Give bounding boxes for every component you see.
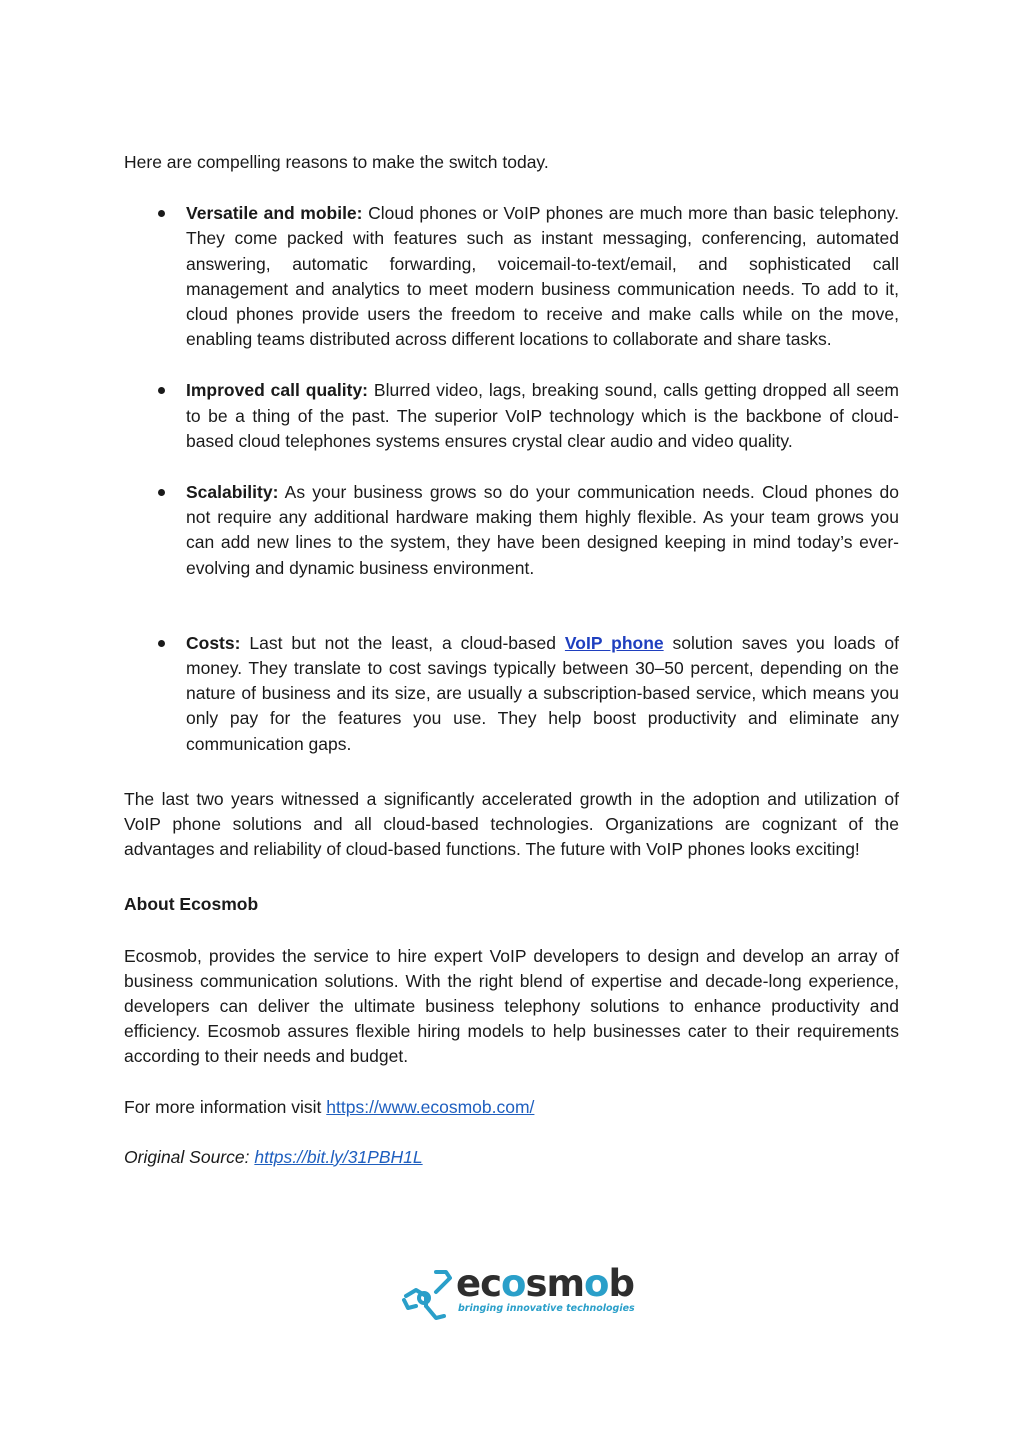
bullet-title: Scalability: (186, 482, 279, 503)
list-item (124, 480, 899, 581)
bullet-text: Blurred video, lags, breaking sound, calls getting dropped all seem to be a thing of the past. The superior VoIP technology which is the backbone of cloud-based cloud telephones systems ensures crystal clear audio and video quality. (186, 380, 899, 451)
list-item (124, 631, 899, 757)
about-paragraph: Ecosmob, provides the service to hire expert VoIP developers to design and develop an array of business communication solutions. With the right blend of expertise and decade-long experience, developers can deliver the ultimate business telephony solutions to enhance productivity and efficiency. Ecosmob assures flexible hiring models to help businesses cater to their requirements according to their needs and budget. (124, 945, 899, 1067)
bullet-text: Last but not the least, a cloud-based (240, 632, 565, 653)
source-line (124, 1145, 899, 1170)
more-info-label: For more information visit (124, 1096, 327, 1117)
website-link[interactable]: https://www.ecosmob.com/ (326, 1096, 535, 1117)
bullet-icon (158, 640, 165, 647)
source-label: Original Source: (124, 1146, 255, 1167)
list-item (124, 378, 899, 454)
conclusion-paragraph: The last two years witnessed a significantly accelerated growth in the adoption and utilization of VoIP phone solutions and all cloud-based technologies. Organizations are cognizant of the advantages and reliability of cloud-based functions. The future with VoIP phones looks exciting! (124, 788, 899, 860)
ecosmob-logo (400, 1262, 635, 1326)
document-body (124, 150, 899, 1170)
bullet-icon (158, 489, 165, 496)
intro-paragraph: Here are compelling reasons to make the switch today. (124, 152, 549, 172)
source-link[interactable]: https://bit.ly/31PBH1L (254, 1146, 423, 1167)
bullet-title: Versatile and mobile: (186, 203, 363, 224)
bullet-icon (158, 210, 165, 217)
bullet-text: As your business grows so do your communication needs. Cloud phones do not require any additional hardware making them highly flexible. As your team grows you can add new lines to the system, they have been designed keeping in mind today’s ever-evolving and dynamic business environment. (186, 482, 899, 578)
bullet-title: Improved call quality: (186, 380, 369, 401)
bullet-title: Costs: (186, 632, 241, 653)
logo-wordmark: ecosmob (456, 1262, 634, 1305)
bullet-icon (158, 387, 165, 394)
logo-tagline: bringing innovative technologies (458, 1303, 635, 1314)
reasons-list (124, 201, 899, 757)
bullet-text: Cloud phones or VoIP phones are much more than basic telephony. They come packed with features such as instant messaging, conferencing, automated answering, automatic forwarding, voicemail-to-text/email, and sophisticated call management and analytics to meet modern business communication needs. To add to it, cloud phones provide users the freedom to receive and make calls while on the move, enabling teams distributed across different locations to collaborate and share tasks. (186, 203, 899, 350)
more-info-line (124, 1095, 899, 1120)
about-heading: About Ecosmob (124, 894, 259, 915)
list-item (124, 201, 899, 352)
bullet-text: solution saves you loads of money. They translate to cost savings typically between 30–50 percent, depending on the nature of business and its size, are usually a subscription-based service, which means you only pay for the features you use. They help boost productivity and eliminate any communication gaps. (186, 632, 899, 754)
ecosmob-mark-icon (400, 1266, 458, 1324)
voip-phone-link[interactable]: VoIP phone (564, 632, 664, 653)
